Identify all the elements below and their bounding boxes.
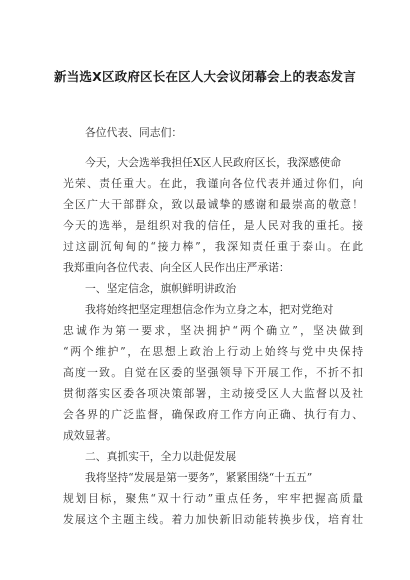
paragraph-line: 忠诚作为第一要求，坚决拥护“两个确立”，坚决做到: [63, 324, 363, 337]
paragraph-line: 我将始终把坚定理想信念作为立身之本，把对党绝对: [85, 303, 334, 316]
document-body: [63, 122, 363, 530]
paragraph-line: 我将坚持“发展是第一要务”，紧紧围绕“十五五”: [85, 471, 313, 484]
paragraph-line: 发展这个主题主线。着力加快新旧动能转换步伐，培育壮: [63, 513, 363, 526]
document-title: 新当选X区政府区长在区人大会议闭幕会上的表态发言: [54, 69, 356, 84]
salutation: 各位代表、同志们：: [85, 126, 183, 139]
paragraph-line: “两个维护”，在思想上政治上行动上始终与党中央保持: [63, 345, 363, 358]
paragraph-line: 今天的选举，是组织对我的信任，是人民对我的重托。接: [63, 219, 363, 232]
paragraph-line: 全区广大干部群众，致以最诚挚的感谢和最崇高的敬意！: [63, 198, 363, 211]
paragraph-line: 规划目标，聚焦“双十行动”重点任务，牢牢把握高质量: [63, 492, 363, 505]
paragraph-line: 我郑重向各位代表、向全区人民作出庄严承诺：: [63, 261, 290, 274]
paragraph-line: 成效显著。: [63, 429, 117, 442]
section-heading: 一、坚定信念，旗帜鲜明讲政治: [85, 282, 237, 295]
paragraph-line: 过这副沉甸甸的“接力棒”，我深知责任重于泰山。在此: [63, 240, 363, 253]
paragraph-line: 今天，大会选举我担任X区人民政府区长，我深感使命: [85, 156, 342, 169]
paragraph-line: 会各界的广泛监督，确保政府工作方向正确、执行有力、: [63, 408, 363, 421]
paragraph-line: 光荣、责任重大。在此，我谨向各位代表并通过你们，向: [63, 177, 363, 190]
paragraph-line: 贯彻落实区委各项决策部署，主动接受区人大监督以及社: [63, 387, 363, 400]
section-heading: 二、真抓实干，全力以赴促发展: [85, 450, 237, 463]
paragraph-line: 高度一致。自觉在区委的坚强领导下开展工作，不折不扣: [63, 366, 363, 379]
